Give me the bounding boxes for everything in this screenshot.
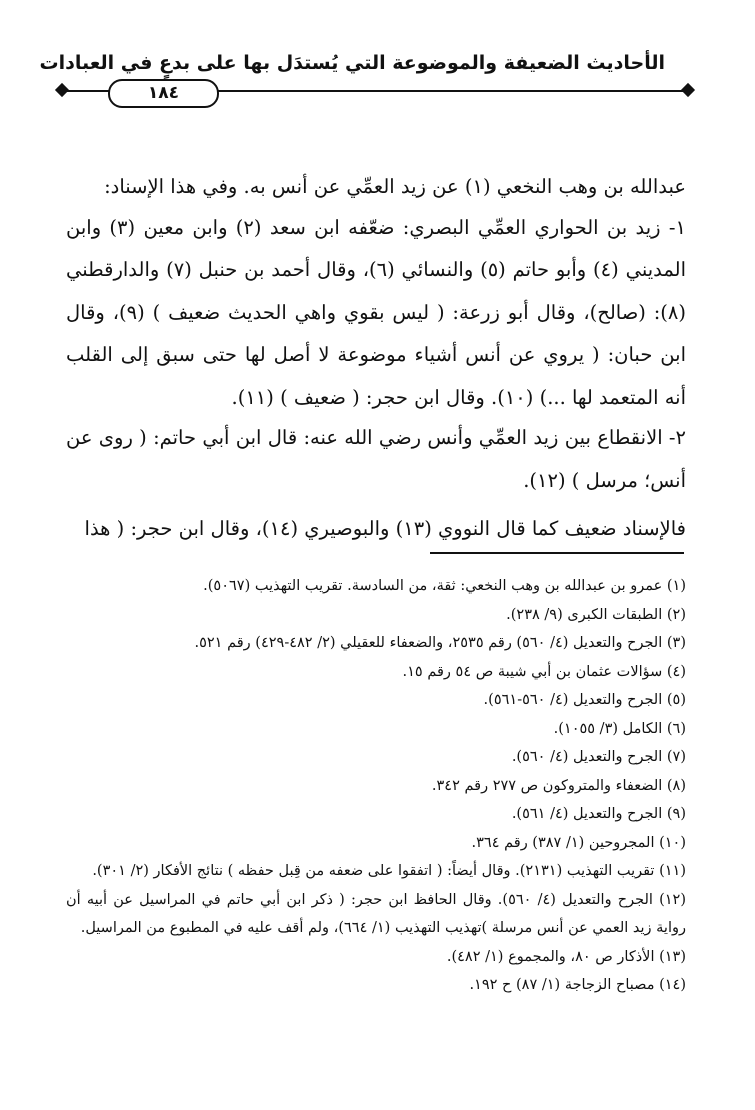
footnote-3: (٣) الجرح والتعديل (٤/ ٥٦٠) رقم ٢٥٣٥، والضعفاء للعقيلي (٢/ ٤٨٢-٤٢٩) رقم ٥٢١. bbox=[194, 635, 686, 651]
page-number: ١٨٤ bbox=[108, 79, 219, 108]
footnote-6: (٦) الكامل (٣/ ١٠٥٥). bbox=[553, 720, 686, 737]
footnote-10: (١٠) المجروحين (١/ ٣٨٧) رقم ٣٦٤. bbox=[471, 834, 686, 851]
paragraph-intro: عبدالله بن وهب النخعي (١) عن زيد العمِّي عن أنس به. وفي هذا الإسناد: bbox=[104, 175, 686, 198]
footnote-4: (٤) سؤالات عثمان بن أبي شيبة ص ٥٤ رقم ١٥. bbox=[402, 663, 686, 680]
paragraph-point-1: ١- زيد بن الحواري العمِّي البصري: ضعّفه ابن سعد (٢) وابن معين (٣) وابن المديني (٤) وأبو حاتم (٥) والنسائي (٦)، وقال أحمد بن حنبل (٧) والدارقطني (٨): (صالح)، وقال أبو زرعة: ( ليس بقوي واهي الحديث ضعيف ) (٩)، وقال ابن حبان: ( يروي عن أنس أشياء موضوعة لا أصل لها حتى سبق إلى القلب أنه المتعمد لها ...) (١٠). وقال ابن حجر: ( ضعيف ) (١١). bbox=[66, 215, 687, 409]
main-text bbox=[66, 166, 686, 551]
footnote-7: (٧) الجرح والتعديل (٤/ ٥٦٠). bbox=[511, 749, 686, 765]
footnote-5: (٥) الجرح والتعديل (٤/ ٥٦٠-٥٦١). bbox=[483, 692, 686, 708]
footnote-2: (٢) الطبقات الكبرى (٩/ ٢٣٨). bbox=[506, 606, 686, 623]
footnote-14: (١٤) مصباح الزجاجة (١/ ٨٧) ح ١٩٢. bbox=[469, 977, 686, 993]
footnote-8: (٨) الضعفاء والمتروكون ص ٢٧٧ رقم ٣٤٢. bbox=[431, 777, 686, 794]
footnote-9: (٩) الجرح والتعديل (٤/ ٥٦١). bbox=[511, 806, 686, 822]
diamond-ornament-right-icon bbox=[681, 83, 695, 97]
footnote-1: (١) عمرو بن عبدالله بن وهب النخعي: ثقة، من السادسة. تقريب التهذيب (٥٠٦٧). bbox=[203, 578, 686, 594]
diamond-ornament-left-icon bbox=[55, 83, 69, 97]
paragraph-conclusion: فالإسناد ضعيف كما قال النووي (١٣) والبوصيري (١٤)، وقال ابن حجر: ( هذا bbox=[84, 517, 686, 540]
footnotes bbox=[66, 572, 686, 1000]
footnote-11: (١١) تقريب التهذيب (٢١٣١). وقال أيضاً: ( اتفقوا على ضعفه من قِبل حفظه ) نتائج الأفكار (٢/ ٣٠١). bbox=[92, 863, 686, 879]
paragraph-point-2: ٢- الانقطاع بين زيد العمِّي وأنس رضي الله عنه: قال ابن أبي حاتم: ( روى عن أنس؛ مرسل ) (١٢). bbox=[66, 426, 686, 492]
footnote-separator bbox=[430, 552, 684, 554]
footnote-13: (١٣) الأذكار ص ٨٠، والمجموع (١/ ٤٨٢). bbox=[446, 948, 686, 965]
footnote-12: (١٢) الجرح والتعديل (٤/ ٥٦٠). وقال الحافظ ابن حجر: ( ذكر ابن أبي حاتم في المراسيل عن أبيه أن رواية زيد العمي عن أنس مرسلة )تهذيب التهذيب (١/ ٦٦٤)، ولم أقف عليه في المطبوع من المراسيل. bbox=[66, 891, 686, 936]
running-header-title: الأحاديث الضعيفة والموضوعة التي يُستدَل بها على بدعٍ في العبادات bbox=[39, 52, 665, 74]
